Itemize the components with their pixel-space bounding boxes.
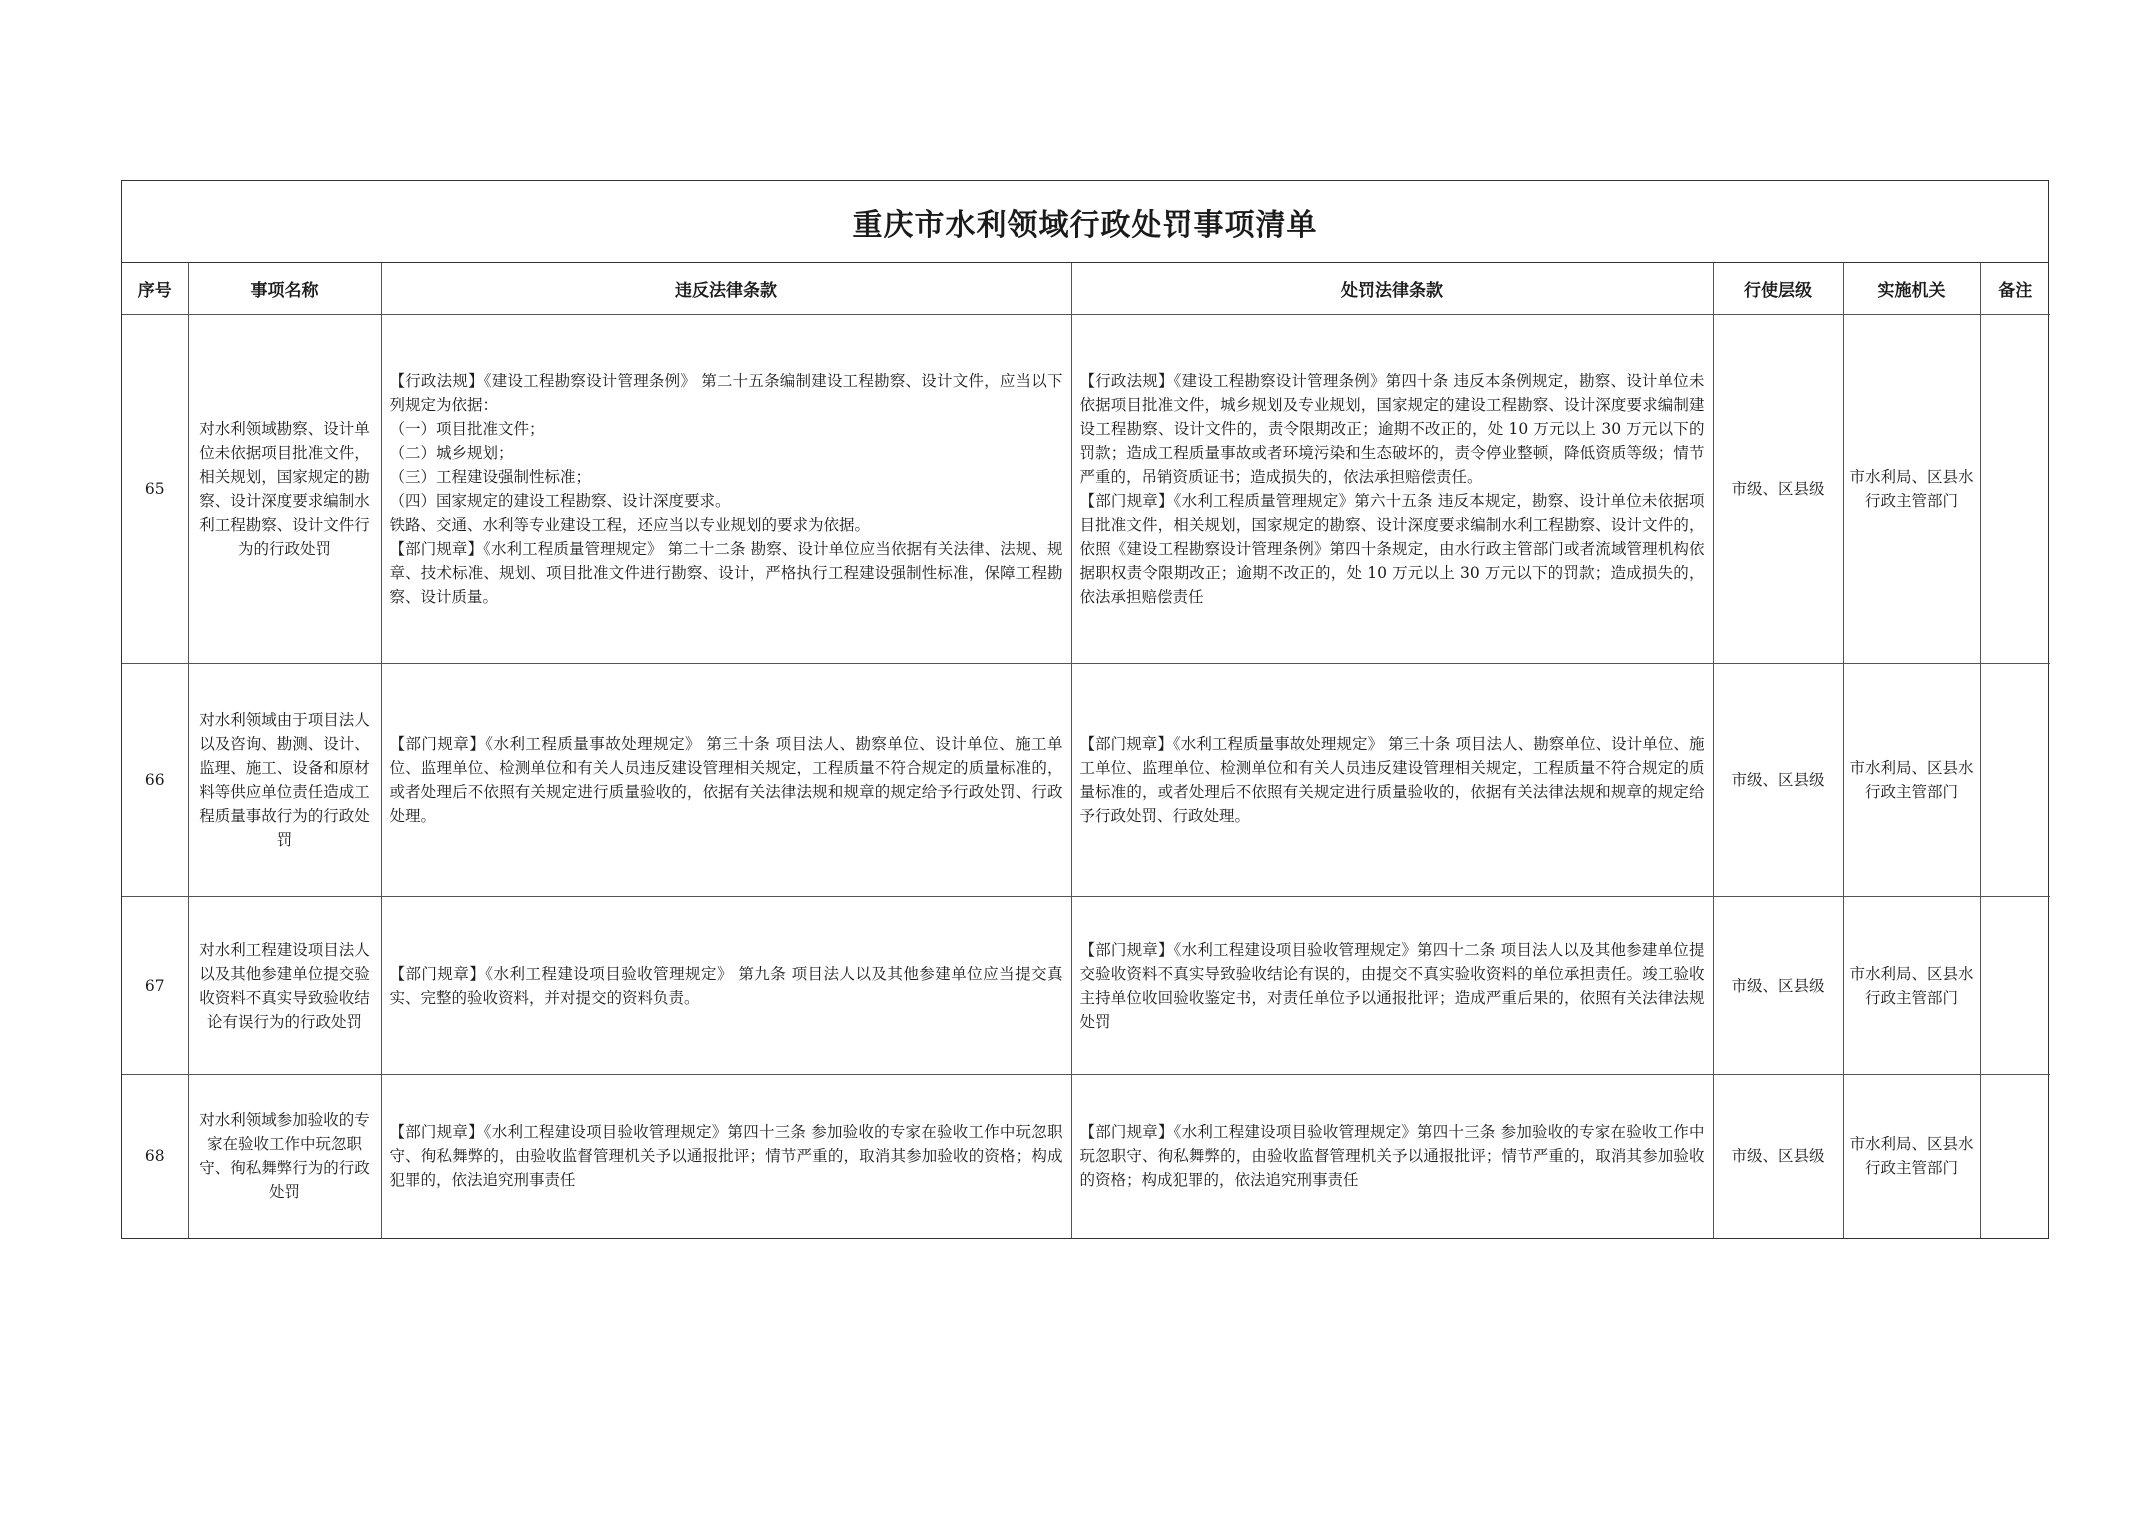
header-agency: 实施机关 [1843,263,1980,315]
table-row [122,664,2050,897]
cell-seq: 65 [122,315,188,664]
cell-remark [1980,664,2050,897]
violation-line: （四）国家规定的建设工程勘察、设计深度要求。 [389,492,731,510]
cell-penalty [1071,315,1713,664]
page-title: 重庆市水利领域行政处罚事项清单 [122,181,2048,263]
cell-level: 市级、区县级 [1713,315,1843,664]
cell-level: 市级、区县级 [1713,664,1843,897]
cell-penalty [1071,897,1713,1075]
penalty-line: 【部门规章】《水利工程质量事故处理规定》 第三十条 项目法人、勘察单位、设计单位、施工单位、监理单位、检测单位和有关人员违反建设管理相关规定，工程质量不符合规定的质量标准的，或者处理后不依照有关规定进行质量验收的，依据有关法律法规和规章的规定给予行政处罚、行政处理。 [1079,735,1705,825]
header-remark: 备注 [1980,263,2050,315]
cell-violation [381,315,1071,664]
cell-agency: 市水利局、区县水行政主管部门 [1843,897,1980,1075]
cell-agency: 市水利局、区县水行政主管部门 [1843,1075,1980,1238]
cell-name: 对水利领域勘察、设计单位未依据项目批准文件，相关规划，国家规定的勘察、设计深度要求编制水利工程勘察、设计文件行为的行政处罚 [188,315,381,664]
cell-penalty [1071,1075,1713,1238]
cell-seq: 66 [122,664,188,897]
cell-remark [1980,897,2050,1075]
cell-agency: 市水利局、区县水行政主管部门 [1843,664,1980,897]
violation-line: 【部门规章】《水利工程建设项目验收管理规定》第四十三条 参加验收的专家在验收工作中玩忽职守、徇私舞弊的，由验收监督管理机关予以通报批评；情节严重的，取消其参加验收的资格；构成犯罪的，依法追究刑事责任 [389,1123,1063,1190]
violation-line: （二）城乡规划； [389,444,514,462]
cell-remark [1980,315,2050,664]
cell-violation [381,1075,1071,1238]
header-violation: 违反法律条款 [381,263,1071,315]
violation-line: 【部门规章】《水利工程建设项目验收管理规定》 第九条 项目法人以及其他参建单位应当提交真实、完整的验收资料，并对提交的资料负责。 [389,964,1063,1007]
table-header-row [122,263,2050,315]
cell-name: 对水利领域参加验收的专家在验收工作中玩忽职守、徇私舞弊行为的行政处罚 [188,1075,381,1238]
table-row [122,1075,2050,1238]
penalty-line: 【部门规章】《水利工程质量管理规定》第六十五条 违反本规定，勘察、设计单位未依据项目批准文件，相关规划，国家规定的勘察、设计深度要求编制水利工程勘察、设计文件的，依照《建设工程勘察设计管理条例》第四十条规定，由水行政主管部门或者流域管理机构依据职权责令限期改正；逾期不改正的，处 10 万元以上 30 万元以下的罚款；造成损失的，依法承担赔偿责任 [1079,492,1705,606]
violation-line: 【行政法规】《建设工程勘察设计管理条例》 第二十五条编制建设工程勘察、设计文件，应当以下列规定为依据： [389,372,1063,414]
table-row [122,315,2050,664]
cell-remark [1980,1075,2050,1238]
violation-line: （三）工程建设强制性标准； [389,468,592,486]
cell-violation [381,664,1071,897]
penalty-table [122,263,2050,1238]
penalty-list-sheet [121,180,2049,1239]
header-level: 行使层级 [1713,263,1843,315]
cell-name: 对水利领域由于项目法人以及咨询、勘测、设计、监理、施工、设备和原材料等供应单位责任造成工程质量事故行为的行政处罚 [188,664,381,897]
header-penalty: 处罚法律条款 [1071,263,1713,315]
violation-line: （一）项目批准文件； [389,420,545,438]
penalty-line: 【部门规章】《水利工程建设项目验收管理规定》第四十三条 参加验收的专家在验收工作中玩忽职守、徇私舞弊的，由验收监督管理机关予以通报批评；情节严重的，取消其参加验收的资格；构成犯罪的，依法追究刑事责任 [1079,1123,1705,1190]
cell-level: 市级、区县级 [1713,1075,1843,1238]
cell-seq: 67 [122,897,188,1075]
header-seq: 序号 [122,263,188,315]
penalty-line: 【部门规章】《水利工程建设项目验收管理规定》第四十二条 项目法人以及其他参建单位提交验收资料不真实导致验收结论有误的，由提交不真实验收资料的单位承担责任。竣工验收主持单位收回验收鉴定书，对责任单位予以通报批评；造成严重后果的，依照有关法律法规处罚 [1079,940,1705,1031]
cell-seq: 68 [122,1075,188,1238]
header-name: 事项名称 [188,263,381,315]
penalty-line: 【行政法规】《建设工程勘察设计管理条例》第四十条 违反本条例规定，勘察、设计单位未依据项目批准文件，城乡规划及专业规划，国家规定的建设工程勘察、设计深度要求编制建设工程勘察、设计文件的，责令限期改正；逾期不改正的，处 10 万元以上 30 万元以下的罚款；造成工程质量事故或者环境污染和生态破坏的，责令停业整顿，降低资质等级；情节严重的，吊销资质证书；造成损失的，依法承担赔偿责任。 [1079,372,1705,486]
cell-name: 对水利工程建设项目法人以及其他参建单位提交验收资料不真实导致验收结论有误行为的行政处罚 [188,897,381,1075]
violation-line: 【部门规章】《水利工程质量事故处理规定》 第三十条 项目法人、勘察单位、设计单位、施工单位、监理单位、检测单位和有关人员违反建设管理相关规定，工程质量不符合规定的质量标准的，或者处理后不依照有关规定进行质量验收的，依据有关法律法规和规章的规定给予行政处罚、行政处理。 [389,735,1063,825]
cell-penalty [1071,664,1713,897]
table-row [122,897,2050,1075]
cell-agency: 市水利局、区县水行政主管部门 [1843,315,1980,664]
violation-line: 铁路、交通、水利等专业建设工程，还应当以专业规划的要求为依据。 [389,516,871,534]
cell-level: 市级、区县级 [1713,897,1843,1075]
violation-line: 【部门规章】《水利工程质量管理规定》 第二十二条 勘察、设计单位应当依据有关法律、法规、规章、技术标准、规划、项目批准文件进行勘察、设计，严格执行工程建设强制性标准，保障工程勘察、设计质量。 [389,540,1063,606]
cell-violation [381,897,1071,1075]
